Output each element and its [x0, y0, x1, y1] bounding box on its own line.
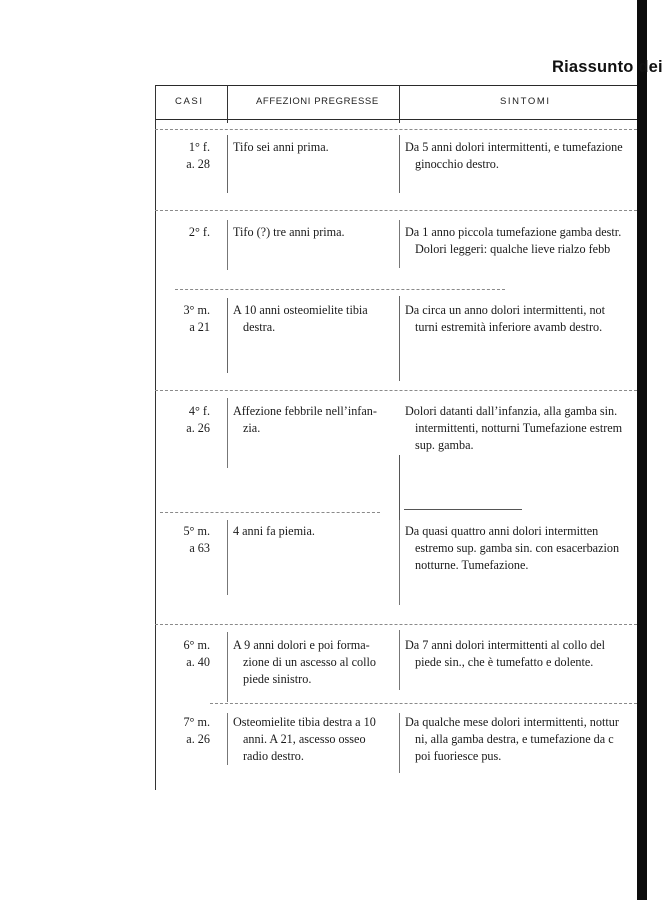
sintomi-line: Da qualche mese dolori intermittenti, nottur	[405, 715, 619, 729]
sintomi-line: Da 7 anni dolori intermittenti al collo del	[405, 638, 606, 652]
affezioni-line: Affezione febbrile nell’infan-	[233, 404, 377, 418]
column-divider-2	[399, 85, 400, 123]
affezioni-cell	[233, 637, 393, 688]
case-number: 3° m.	[183, 303, 210, 317]
sintomi-cell	[405, 637, 647, 671]
sintomi-cell	[405, 302, 647, 336]
row-separator	[175, 289, 505, 290]
column-divider-1	[227, 298, 228, 373]
column-divider-1	[227, 135, 228, 193]
column-divider-1	[227, 220, 228, 270]
column-divider-2	[399, 296, 400, 381]
affezioni-cell	[233, 523, 393, 540]
affezioni-line: A 9 anni dolori e poi forma-	[233, 638, 370, 652]
sintomi-line: notturne. Tumefazione.	[415, 558, 529, 572]
affezioni-line: Tifo (?) tre anni prima.	[233, 225, 345, 239]
sintomi-line: sup. gamba.	[415, 438, 474, 452]
affezioni-line: 4 anni fa piemia.	[233, 524, 315, 538]
sintomi-cell	[405, 403, 647, 454]
sintomi-line: ginocchio destro.	[415, 157, 499, 171]
case-age: a. 26	[186, 732, 210, 746]
case-cell	[170, 523, 210, 557]
case-cell	[170, 403, 210, 437]
row-separator	[160, 512, 380, 513]
case-cell	[170, 224, 210, 241]
affezioni-cell	[233, 139, 393, 156]
row-separator	[155, 390, 637, 391]
column-divider-2	[399, 520, 400, 605]
sintomi-cell	[405, 139, 647, 173]
column-divider-2	[399, 220, 400, 268]
case-age: a 63	[189, 541, 210, 555]
case-cell	[170, 637, 210, 671]
row-separator	[155, 210, 637, 211]
column-divider-1	[227, 713, 228, 765]
affezioni-cell	[233, 714, 393, 765]
affezioni-line: zia.	[243, 421, 261, 435]
affezioni-line: piede sinistro.	[243, 672, 312, 686]
affezioni-line: radio destro.	[243, 749, 304, 763]
column-divider-2	[399, 713, 400, 773]
column-divider-1	[227, 632, 228, 702]
case-age: a. 26	[186, 421, 210, 435]
case-cell	[170, 139, 210, 173]
case-number: 2° f.	[188, 225, 210, 239]
column-divider-2	[399, 630, 400, 690]
column-divider-1	[227, 398, 228, 468]
sintomi-line: Da circa un anno dolori intermittenti, not	[405, 303, 606, 317]
affezioni-line: Osteomielite tibia destra a 10	[233, 715, 376, 729]
page-title: Riassunto dei	[552, 58, 663, 76]
sintomi-line: intermittenti, notturni Tumefazione estrem	[415, 421, 623, 435]
affezioni-line: zione di un ascesso al collo	[243, 655, 377, 669]
sintomi-line: Dolori leggeri: qualche lieve rialzo febb	[415, 242, 611, 256]
affezioni-line: anni. A 21, ascesso osseo	[243, 732, 366, 746]
affezioni-line: Tifo sei anni prima.	[233, 140, 329, 154]
sintomi-line: Dolori datanti dall’infanzia, alla gamba sin.	[405, 404, 618, 418]
sintomi-cell	[405, 714, 647, 765]
row-separator	[155, 624, 637, 625]
case-number: 5° m.	[183, 524, 210, 538]
header-sintomi: SINTOMI	[500, 96, 551, 107]
column-divider-2	[399, 455, 400, 525]
header-affezioni: AFFEZIONI PREGRESSE	[256, 96, 379, 107]
affezioni-line: A 10 anni osteomielite tibia	[233, 303, 368, 317]
affezioni-cell	[233, 224, 393, 241]
sintomi-line: estremo sup. gamba sin. con esacerbazion	[415, 541, 620, 555]
case-number: 6° m.	[183, 638, 210, 652]
sintomi-line: Da quasi quattro anni dolori intermitten	[405, 524, 599, 538]
case-age: a 21	[189, 320, 210, 334]
column-divider-1	[227, 520, 228, 595]
case-number: 1° f.	[188, 140, 210, 154]
case-age: a. 28	[186, 157, 210, 171]
column-divider-2	[399, 135, 400, 193]
row-separator	[155, 129, 637, 130]
sintomi-line: Da 1 anno piccola tumefazione gamba destr.	[405, 225, 622, 239]
affezioni-cell	[233, 302, 393, 336]
sintomi-line: ni, alla gamba destra, e tumefazione da c	[415, 732, 614, 746]
sintomi-line: poi fuoriesce pus.	[415, 749, 502, 763]
sintomi-cell	[405, 523, 647, 574]
sintomi-line: Da 5 anni dolori intermittenti, e tumefazione	[405, 140, 623, 154]
header-casi: CASI	[175, 96, 204, 107]
case-cell	[170, 302, 210, 336]
left-table-rule	[155, 85, 156, 790]
case-number: 4° f.	[188, 404, 210, 418]
row-separator	[210, 703, 637, 704]
case-age: a. 40	[186, 655, 210, 669]
column-divider-1	[227, 85, 228, 123]
affezioni-cell	[233, 403, 393, 437]
sintomi-cell	[405, 224, 647, 258]
case-cell	[170, 714, 210, 748]
sintomi-line: piede sin., che è tumefatto e dolente.	[415, 655, 594, 669]
affezioni-line: destra.	[243, 320, 276, 334]
sintomi-line: turni estremità inferiore avamb destro.	[415, 320, 603, 334]
case-number: 7° m.	[183, 715, 210, 729]
row-separator	[404, 509, 522, 510]
